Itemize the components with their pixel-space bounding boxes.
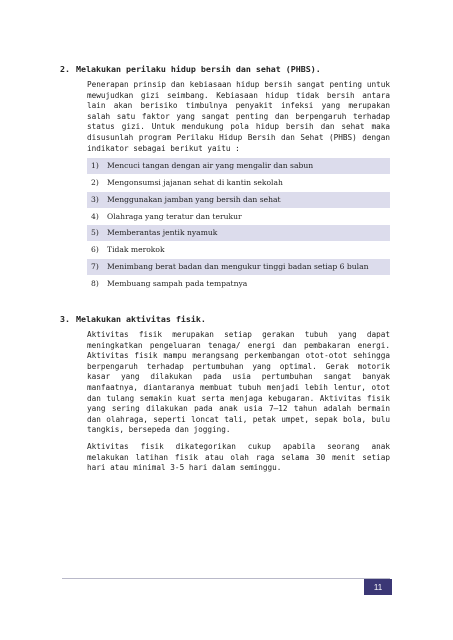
indicator-row — [87, 259, 390, 275]
indicator-number: 2) — [91, 177, 99, 187]
indicator-number: 8) — [91, 278, 99, 288]
section-number: 3. — [60, 314, 70, 324]
indicator-number: 4) — [91, 211, 99, 221]
indicator-row — [87, 175, 390, 191]
section-heading — [60, 64, 390, 74]
indicator-number: 7) — [91, 261, 99, 271]
indicator-row — [87, 242, 390, 258]
indicator-text: Olahraga yang teratur dan terukur — [107, 211, 242, 221]
indicator-number: 1) — [91, 161, 99, 171]
indicator-row — [87, 209, 390, 225]
indicator-number: 3) — [91, 194, 99, 204]
section-paragraph: Penerapan prinsip dan kebiasaan hidup bersih sangat penting untuk mewujudkan gizi seimbang. Kebiasaan hidup tidak bersih antara lain akan berisiko timbulnya penyakit infeksi yang merupakan salah satu faktor yang sangat penting dan berpengaruh terhadap status gizi. Untuk mendukung pola hidup bersih dan sehat maka disusunlah program Perilaku Hidup Bersih dan Sehat (PHBS) dengan indikator sebagai berikut yaitu : — [87, 80, 390, 153]
section-title: Melakukan aktivitas fisik. — [76, 314, 206, 324]
indicator-number: 5) — [91, 228, 99, 238]
indicator-text: Memberantas jentik nyamuk — [107, 228, 218, 238]
section-heading — [60, 314, 390, 324]
indicator-text: Membuang sampah pada tempatnya — [107, 278, 248, 288]
section-paragraph: Aktivitas fisik merupakan setiap gerakan tubuh yang dapat meningkatkan pengeluaran tenaga/ energi dan pembakaran energi. Aktivitas fisik mampu merangsang perkembangan otot-otot sehingga berpengaruh terhadap pertumbuhan yang optimal. Gerak motorik kasar yang dilakukan pada usia pertumbuhan sangat banyak manfaatnya, diantaranya membuat tubuh menjadi lebih lentur, otot dan tulang semakin kuat serta menjaga kebugaran. Aktivitas fisik yang sering dilakukan pada anak usia 7–12 tahun adalah bermain dan olahraga, seperti loncat tali, petak umpet, sepak bola, bulu tangkis, bersepeda dan jogging. — [87, 330, 390, 435]
section-paragraph: Aktivitas fisik dikategorikan cukup apabila seorang anak melakukan latihan fisik atau olah raga selama 30 menit setiap hari atau minimal 3-5 hari dalam seminggu. — [87, 441, 390, 473]
indicator-row — [87, 158, 390, 174]
indicator-table — [87, 158, 390, 292]
section-number: 2. — [60, 64, 70, 74]
page-number: 11 — [373, 582, 383, 592]
section-physical-activity — [60, 314, 390, 474]
indicator-text: Mengonsumsi jajanan sehat di kantin sekolah — [107, 177, 283, 187]
indicator-text: Mencuci tangan dengan air yang mengalir dan sabun — [107, 161, 314, 171]
indicator-row — [87, 225, 390, 241]
page-number-badge — [364, 579, 392, 595]
section-title: Melakukan perilaku hidup bersih dan sehat (PHBS). — [76, 64, 321, 74]
indicator-number: 6) — [91, 245, 99, 255]
footer-divider — [62, 578, 390, 579]
section-phbs — [60, 64, 390, 293]
indicator-text: Menimbang berat badan dan mengukur tinggi badan setiap 6 bulan — [107, 261, 369, 271]
indicator-row — [87, 276, 390, 292]
indicator-text: Menggunakan jamban yang bersih dan sehat — [107, 194, 281, 204]
indicator-text: Tidak merokok — [107, 245, 165, 255]
indicator-row — [87, 192, 390, 208]
